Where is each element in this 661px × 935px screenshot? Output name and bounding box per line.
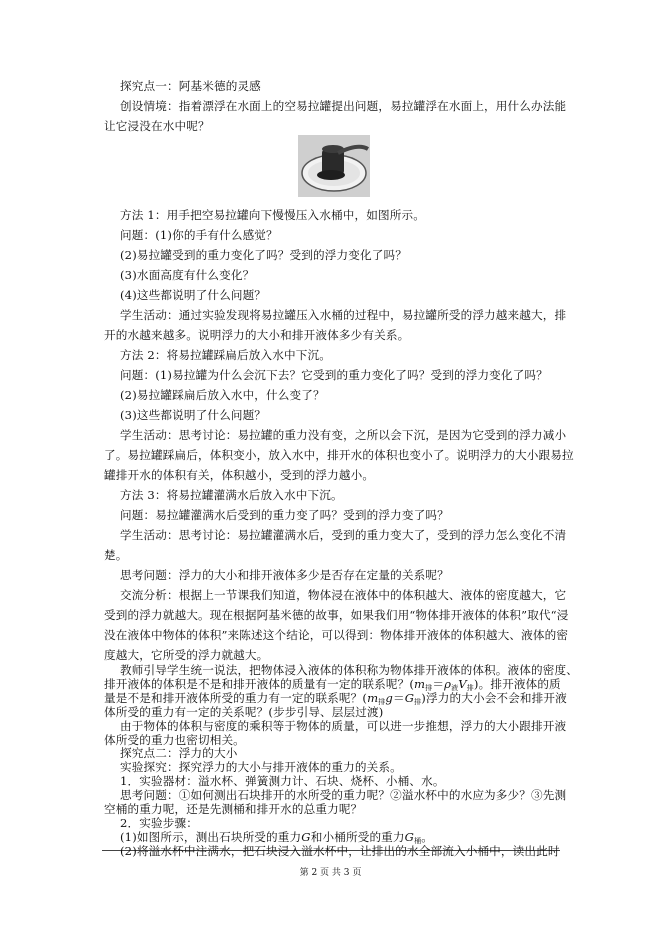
- symbol-sub: 桶: [414, 836, 422, 845]
- paragraph-line: 由于物体的体积与密度的乘积等于物体的质量，可以进一步推想，浮力的大小跟排开液: [120, 718, 567, 733]
- formula-weight: $(m_排g=G_排)$: [362, 690, 426, 706]
- paragraph-line: 空桶的重力呢，还是先测桶和排开水的总重力呢？: [104, 802, 363, 816]
- section-heading-2: 探究点二：浮力的大小: [120, 746, 238, 761]
- can-in-water-photo: [298, 135, 370, 197]
- paragraph-line: 体所受的重力有一定的关系呢？(步步引导、层层过渡): [104, 704, 384, 719]
- paragraph-line: 问题：(1)你的手有什么感觉？: [120, 228, 278, 242]
- paragraph-line: (4)这些都说明了什么问题？: [120, 288, 267, 302]
- can-in-water-illustration: [298, 135, 370, 197]
- paragraph-line: 方法 2：将易拉罐踩扁后放入水中下沉。: [120, 348, 332, 362]
- paragraph-line: 让它浸没在水中呢？: [104, 119, 210, 133]
- paragraph-line: 罐排开水的体积有关，体积越小，受到的浮力越小。: [104, 468, 375, 482]
- paragraph-line: (3)这些都说明了什么问题？: [120, 408, 267, 422]
- paragraph-line: 思考问题：浮力的大小和排开液体多少是否存在定量的关系呢？: [120, 568, 449, 582]
- paragraph-line: 受到的浮力就越大。现在根据阿基米德的故事，如果我们用“物体排开液体的体积”取代“浸: [104, 608, 569, 622]
- page-footer: 第 2 页 共 3 页: [299, 868, 362, 878]
- paragraph-line: 思考问题：①如何测出石块排开的水所受的重力呢？②溢水杯中的水应为多少？③先测: [120, 788, 567, 803]
- paragraph-line: (3)水面高度有什么变化？: [120, 268, 255, 282]
- paragraph-line: 楚。: [104, 548, 128, 562]
- paragraph-line: 学生活动：思考讨论：易拉罐的重力没有变，之所以会下沉，是因为它受到的浮力减小: [120, 428, 567, 442]
- paragraph-line: 了。易拉罐踩扁后，体积变小，放入水中，排开水的体积也变小了。说明浮力的大小跟易拉: [104, 448, 574, 462]
- paragraph-line: (2)易拉罐受到的重力变化了吗？受到的浮力变化了吗？: [120, 248, 407, 262]
- paragraph-line: (2)易拉罐踩扁后放入水中，什么变了？: [120, 388, 325, 402]
- text-run: 和小桶所受的重力: [310, 829, 405, 844]
- paragraph-line: 学生活动：通过实验发现将易拉罐压入水桶的过程中，易拉罐所受的浮力越来越大，排: [120, 308, 567, 322]
- paragraph-line: 交流分析：根据上一节课我们知道，物体浸在液体中的体积越大、液体的密度越大，它: [120, 588, 567, 602]
- paragraph-line: 度越大，它所受的浮力就越大。: [104, 648, 269, 662]
- paragraph-line: 方法 1：用手把空易拉罐向下慢慢压入水桶中，如图所示。: [120, 208, 425, 222]
- paragraph-line: 没在液体中物体的体积”来陈述这个结论，可以得到：物体排开液体的体积越大、液体的密: [104, 628, 569, 642]
- paragraph-line: 体所受的重力也密切相关。: [104, 732, 245, 747]
- paragraph-line: 开的水越来越多。说明浮力的大小和排开液体多少有关系。: [104, 328, 410, 342]
- section-heading-1: 探究点一：阿基米德的灵感: [120, 79, 261, 93]
- symbol-g: G: [301, 829, 311, 844]
- paragraph-line: 问题：(1)易拉罐为什么会沉下去？它受到的重力变化了吗？受到的浮力变化了吗？: [120, 368, 548, 382]
- paragraph-line: 创设情境：指着漂浮在水面上的空易拉罐提出问题，易拉罐浮在水面上，用什么办法能: [120, 99, 567, 113]
- paragraph-line: 实验探究：探究浮力的大小与排开液体的重力的关系。: [120, 760, 402, 775]
- symbol-g-bucket: G: [404, 829, 415, 844]
- text-run: 排开液体的体积是不是和排开液体的质量有一定的联系呢？: [104, 676, 410, 691]
- paragraph-line: (2)将溢水杯中注满水，把石块浸入溢水杯中，让排出的水全部流入小桶中，读出此时: [120, 843, 560, 858]
- paragraph-line: 2．实验步骤：: [120, 815, 198, 830]
- text-run: 。: [421, 829, 433, 844]
- paragraph-line: 学生活动：思考讨论：易拉罐灌满水后，受到的重力变大了，受到的浮力怎么变化不清: [120, 528, 567, 542]
- text-run: 浮力的大小会不会和排开液: [425, 690, 567, 705]
- paragraph-line: 方法 3：将易拉罐灌满水后放入水中下沉。: [120, 488, 343, 502]
- paragraph-line: 教师引导学生统一说法，把物体浸入液体的体积称为物体排开液体的体积。液体的密度、: [120, 663, 579, 677]
- text-run: (1)如图所示，测出石块所受的重力: [120, 829, 302, 844]
- paragraph-line: 问题：易拉罐灌满水后受到的重力变了吗？受到的浮力变了吗？: [120, 508, 449, 522]
- formula-density-mass: $(m_排=\rho_液V_排)$: [409, 676, 479, 692]
- text-run: 。排开液体的质: [478, 676, 561, 691]
- paragraph-line: 1．实验器材：溢水杯、弹簧测力计、石块、烧杯、小桶、水。: [120, 774, 445, 789]
- text-run: 量是不是和排开液体所受的重力有一定的联系呢？: [104, 690, 363, 705]
